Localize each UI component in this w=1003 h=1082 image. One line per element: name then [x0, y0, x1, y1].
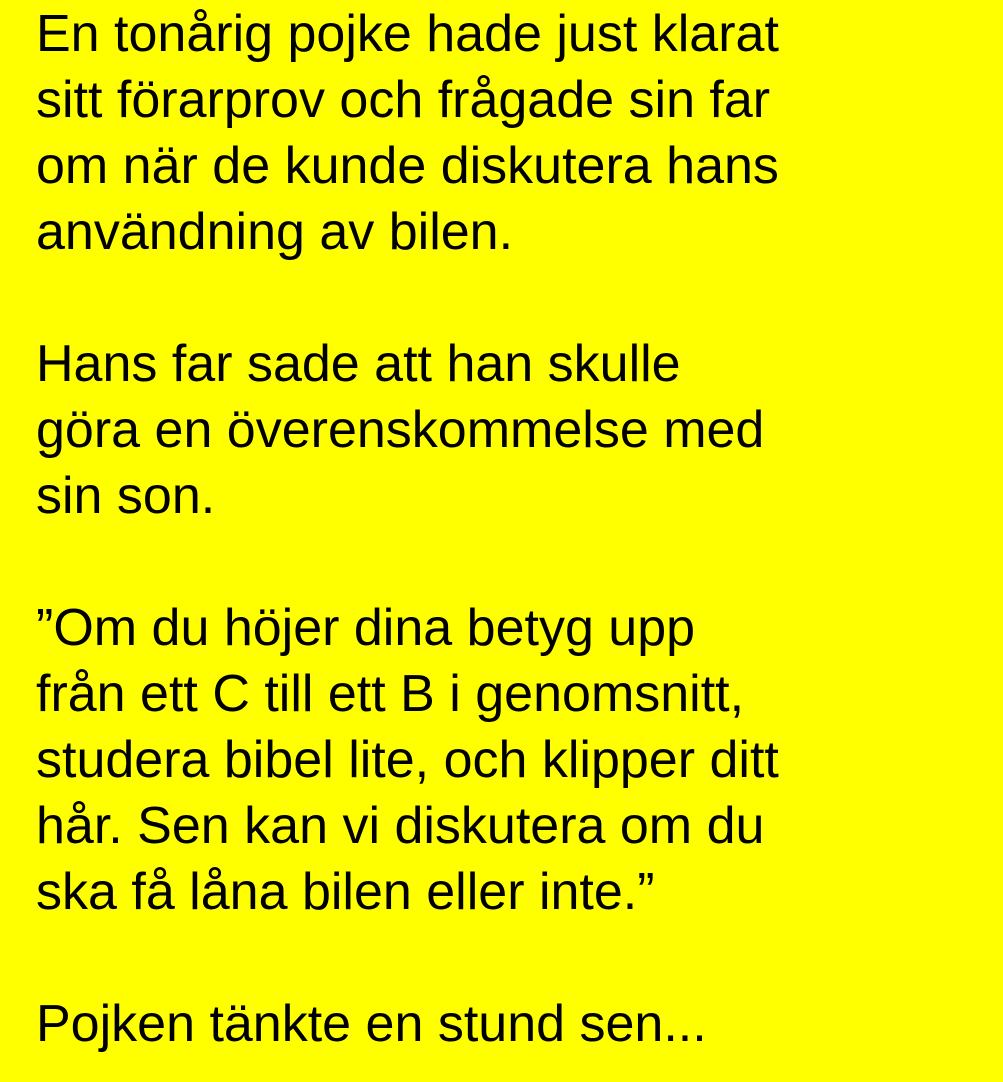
text-line: sitt förarprov och frågade sin far — [36, 71, 771, 129]
text-line: Hans far sade att han skulle — [36, 335, 681, 393]
paragraph-1 — [36, 1, 1003, 265]
text-line: sin son. — [36, 467, 216, 525]
text-line: göra en överenskommelse med — [36, 401, 765, 459]
text-line: från ett C till ett B i genomsnitt, — [36, 665, 745, 723]
paragraph-2 — [36, 331, 1003, 529]
text-line: ”Om du höjer dina betyg upp — [36, 599, 696, 657]
paragraph-3 — [36, 595, 1003, 925]
text-line: hår. Sen kan vi diskutera om du — [36, 797, 765, 855]
text-line: ska få låna bilen eller inte.” — [36, 863, 655, 921]
text-line: studera bibel lite, och klipper ditt — [36, 731, 779, 789]
text-line: En tonårig pojke hade just klarat — [36, 5, 779, 63]
text-line: om när de kunde diskutera hans — [36, 137, 779, 195]
text-line: Pojken tänkte en stund sen... — [36, 995, 707, 1053]
paragraph-4 — [36, 991, 1003, 1057]
text-line: användning av bilen. — [36, 203, 514, 261]
